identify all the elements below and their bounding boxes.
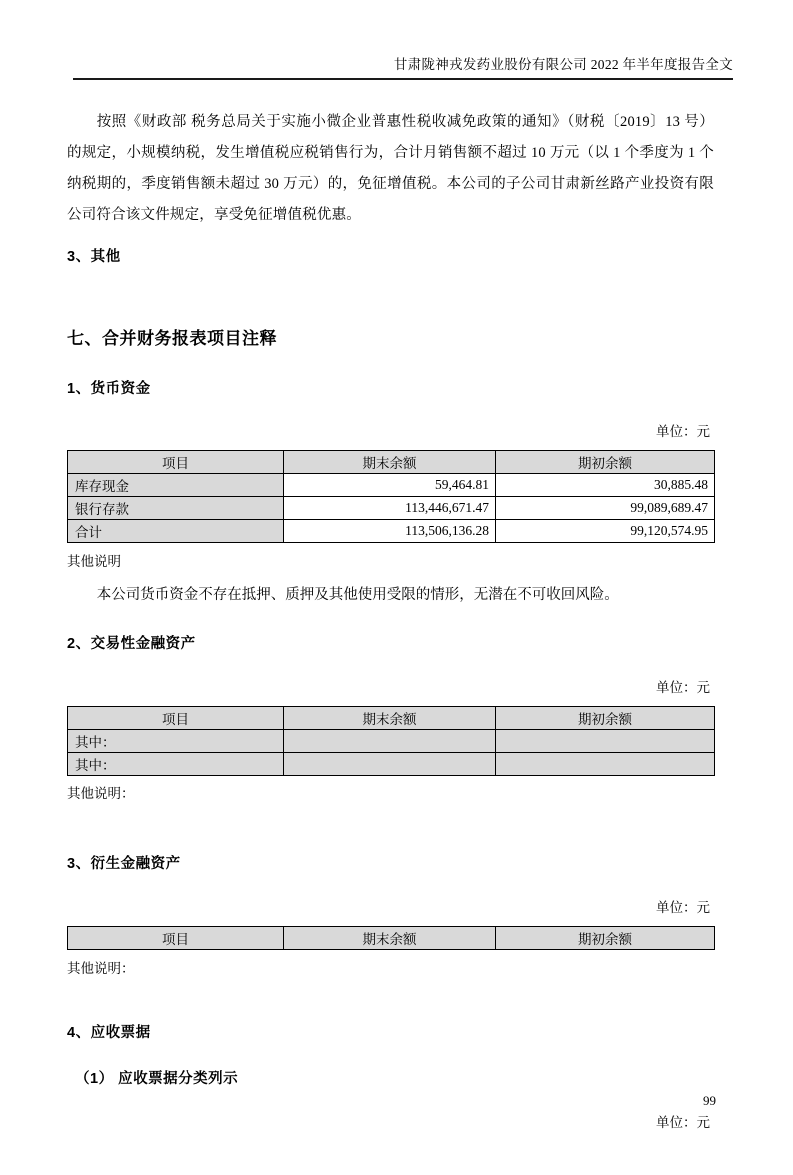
- cell-ending-balance: [284, 753, 496, 776]
- header-title: 甘肃陇神戎发药业股份有限公司 2022 年半年度报告全文: [393, 57, 733, 72]
- table-row: [68, 497, 715, 520]
- cash-note-paragraph: 本公司货币资金不存在抵押、质押及其他使用受限的情形，无潜在不可收回风险。: [96, 587, 619, 603]
- derivative-financial-assets-table: [67, 926, 715, 950]
- cell-ending-balance: 113,506,136.28: [284, 520, 496, 543]
- heading-other: 3、其他: [67, 249, 121, 265]
- column-header-beginning-balance: 期初余额: [496, 927, 715, 950]
- table-row: [68, 474, 715, 497]
- cell-item: 其中：: [68, 753, 284, 776]
- other-note-label-trading: 其他说明：: [67, 786, 135, 801]
- table-header-row: [68, 451, 715, 474]
- cell-beginning-balance: [496, 753, 715, 776]
- unit-label-trading: 单位：元: [656, 680, 710, 695]
- monetary-funds-table: [67, 450, 715, 543]
- unit-label-notes-receivable: 单位：元: [656, 1115, 710, 1130]
- cell-item: 银行存款: [68, 497, 284, 520]
- other-note-label-derivative: 其他说明：: [67, 961, 135, 976]
- cell-ending-balance: 59,464.81: [284, 474, 496, 497]
- unit-label-derivative: 单位：元: [656, 900, 710, 915]
- page-content: [67, 107, 714, 1131]
- cell-beginning-balance: 30,885.48: [496, 474, 715, 497]
- table-header-row: [68, 707, 715, 730]
- heading-derivative-financial-assets: 3、衍生金融资产: [67, 856, 181, 872]
- page-number: 99: [703, 1093, 716, 1108]
- table-row: [68, 753, 715, 776]
- page-header: [73, 53, 733, 80]
- cell-beginning-balance: 99,120,574.95: [496, 520, 715, 543]
- heading-notes-section: 七、合并财务报表项目注释: [67, 329, 277, 348]
- other-note-label-monetary: 其他说明: [67, 554, 121, 569]
- heading-notes-receivable: 4、应收票据: [67, 1025, 151, 1041]
- column-header-ending-balance: 期末余额: [284, 451, 496, 474]
- cell-ending-balance: [284, 730, 496, 753]
- column-header-ending-balance: 期末余额: [284, 707, 496, 730]
- cell-item: 库存现金: [68, 474, 284, 497]
- table-header-row: [68, 927, 715, 950]
- tax-policy-paragraph: 按照《财政部 税务总局关于实施小微企业普惠性税收减免政策的通知》（财税〔2019〕13 号）的规定，小规模纳税，发生增值税应税销售行为，合计月销售额不超过 10 万元（以 1 个季度为 1 个纳税期的，季度销售额未超过 30 万元）的，免征增值税。本公司的子公司甘肃新丝路产业投资有限公司符合该文件规定，享受免征增值税优惠。: [67, 114, 714, 223]
- column-header-ending-balance: 期末余额: [284, 927, 496, 950]
- cell-item: 合计: [68, 520, 284, 543]
- cell-beginning-balance: 99,089,689.47: [496, 497, 715, 520]
- cell-beginning-balance: [496, 730, 715, 753]
- heading-notes-receivable-classification: （1） 应收票据分类列示: [75, 1071, 239, 1087]
- heading-trading-financial-assets: 2、交易性金融资产: [67, 636, 196, 652]
- unit-label-monetary-funds: 单位：元: [656, 424, 710, 439]
- column-header-item: 项目: [68, 707, 284, 730]
- table-row-total: [68, 520, 715, 543]
- column-header-beginning-balance: 期初余额: [496, 451, 715, 474]
- cell-item: 其中：: [68, 730, 284, 753]
- cell-ending-balance: 113,446,671.47: [284, 497, 496, 520]
- table-row: [68, 730, 715, 753]
- column-header-beginning-balance: 期初余额: [496, 707, 715, 730]
- report-page: [0, 53, 793, 1175]
- trading-financial-assets-table: [67, 706, 715, 776]
- heading-monetary-funds: 1、货币资金: [67, 381, 151, 397]
- column-header-item: 项目: [68, 927, 284, 950]
- column-header-item: 项目: [68, 451, 284, 474]
